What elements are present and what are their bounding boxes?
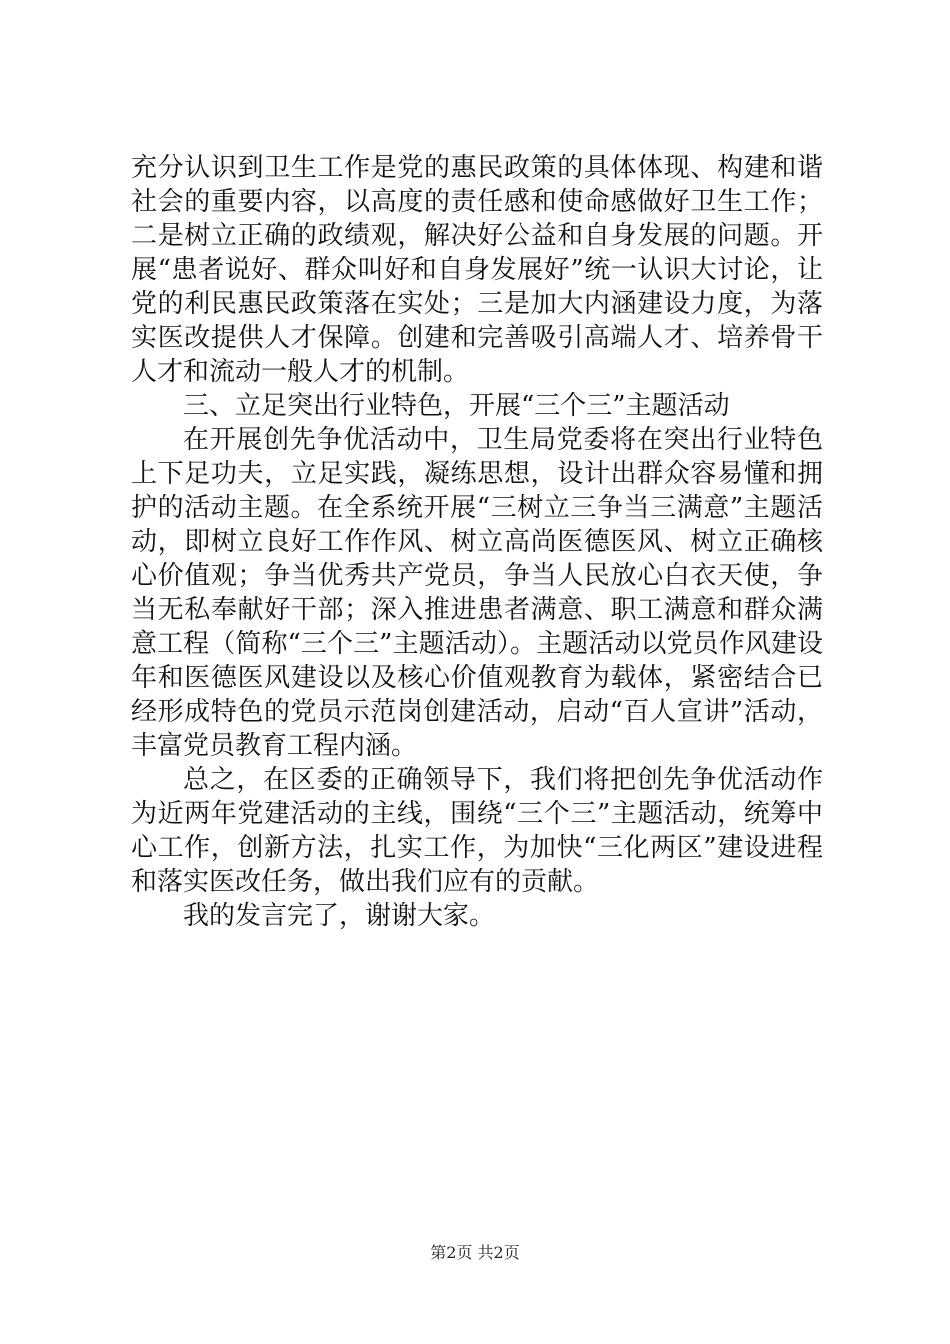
document-body <box>131 151 823 933</box>
paragraph-summary: 总之，在区委的正确领导下，我们将把创先争优活动作为近两年党建活动的主线，围绕“三个三”主题活动，统筹中心工作，创新方法，扎实工作，为加快“三化两区”建设进程和落实医改任务，做出我们应有的贡献。 <box>131 765 823 897</box>
section-heading: 三、立足突出行业特色，开展“三个三”主题活动 <box>183 391 730 421</box>
page-footer: 第2页 共2页 <box>430 1243 520 1262</box>
paragraph-continuation: 充分认识到卫生工作是党的惠民政策的具体体现、构建和谐社会的重要内容，以高度的责任感和使命感做好卫生工作；二是树立正确的政绩观，解决好公益和自身发展的问题。开展“患者说好、群众叫好和自身发展好”统一认识大讨论，让党的利民惠民政策落在实处；三是加大内涵建设力度，为落实医改提供人才保障。创建和完善吸引高端人才、培养骨干人才和流动一般人才的机制。 <box>131 153 823 387</box>
paragraph-closing: 我的发言完了，谢谢大家。 <box>183 901 496 931</box>
paragraph-activity: 在开展创先争优活动中，卫生局党委将在突出行业特色上下足功夫，立足实践，凝练思想，设计出群众容易懂和拥护的活动主题。在全系统开展“三树立三争当三满意”主题活动，即树立良好工作作风、树立高尚医德医风、树立正确核心价值观；争当优秀共产党员，争当人民放心白衣天使，争当无私奉献好干部；深入推进患者满意、职工满意和群众满意工程（简称“三个三”主题活动）。主题活动以党员作风建设年和医德医风建设以及核心价值观教育为载体，紧密结合已经形成特色的党员示范岗创建活动，启动“百人宣讲”活动，丰富党员教育工程内涵。 <box>131 425 823 761</box>
